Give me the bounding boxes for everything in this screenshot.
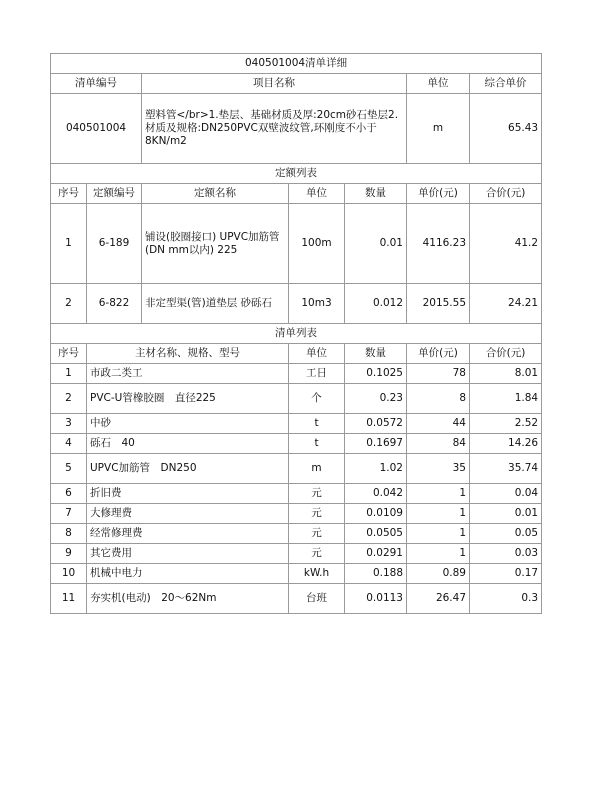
material-unit: 个 (289, 384, 345, 414)
material-unit: t (289, 414, 345, 434)
material-total: 0.17 (470, 564, 542, 584)
material-price: 44 (407, 414, 470, 434)
quota-qty: 0.01 (345, 204, 407, 284)
table-row (51, 454, 542, 484)
material-price: 0.89 (407, 564, 470, 584)
material-total-header: 合价(元) (470, 344, 542, 364)
table-row (51, 584, 542, 614)
table-row (51, 524, 542, 544)
material-price: 8 (407, 384, 470, 414)
bill-detail-table (50, 53, 542, 614)
quota-name-header: 定额名称 (142, 184, 289, 204)
material-total: 0.01 (470, 504, 542, 524)
material-name-header: 主材名称、规格、型号 (87, 344, 289, 364)
material-qty: 0.0572 (345, 414, 407, 434)
material-price-header: 单价(元) (407, 344, 470, 364)
material-total: 0.04 (470, 484, 542, 504)
material-unit: 元 (289, 544, 345, 564)
material-price: 1 (407, 484, 470, 504)
material-total: 0.05 (470, 524, 542, 544)
material-price: 1 (407, 504, 470, 524)
material-unit: 工日 (289, 364, 345, 384)
table-row (51, 284, 542, 324)
material-seq: 5 (51, 454, 87, 484)
material-price: 78 (407, 364, 470, 384)
bill-unit: m (407, 94, 470, 164)
material-name: 夯实机(电动) 20～62Nm (87, 584, 289, 614)
bill-price: 65.43 (470, 94, 542, 164)
table-row (51, 384, 542, 414)
table-row (51, 434, 542, 454)
quota-unit: 10m3 (289, 284, 345, 324)
quota-total: 24.21 (470, 284, 542, 324)
quota-code: 6-189 (87, 204, 142, 284)
material-seq: 11 (51, 584, 87, 614)
material-seq: 1 (51, 364, 87, 384)
quota-unit-header: 单位 (289, 184, 345, 204)
bill-code: 040501004 (51, 94, 142, 164)
material-total: 2.52 (470, 414, 542, 434)
material-unit: kW.h (289, 564, 345, 584)
quota-name: 非定型渠(管)道垫层 砂砾石 (142, 284, 289, 324)
quota-seq: 2 (51, 284, 87, 324)
bill-price-header: 综合单价 (470, 74, 542, 94)
material-name: 经常修理费 (87, 524, 289, 544)
material-section-title: 清单列表 (51, 324, 542, 344)
table-row (51, 564, 542, 584)
material-price: 1 (407, 544, 470, 564)
material-unit: 元 (289, 524, 345, 544)
material-name: 其它费用 (87, 544, 289, 564)
material-total: 8.01 (470, 364, 542, 384)
material-qty: 0.23 (345, 384, 407, 414)
material-qty: 0.042 (345, 484, 407, 504)
material-seq: 2 (51, 384, 87, 414)
material-price: 26.47 (407, 584, 470, 614)
material-unit: 元 (289, 504, 345, 524)
material-name: 机械中电力 (87, 564, 289, 584)
material-total: 14.26 (470, 434, 542, 454)
material-unit: 元 (289, 484, 345, 504)
material-qty: 0.0291 (345, 544, 407, 564)
material-name: 大修理费 (87, 504, 289, 524)
quota-section-title: 定额列表 (51, 164, 542, 184)
material-unit: m (289, 454, 345, 484)
table-row (51, 414, 542, 434)
material-seq: 4 (51, 434, 87, 454)
material-name: UPVC加筋管 DN250 (87, 454, 289, 484)
table-row (51, 544, 542, 564)
material-name: 折旧费 (87, 484, 289, 504)
quota-qty-header: 数量 (345, 184, 407, 204)
material-qty: 1.02 (345, 454, 407, 484)
material-total: 0.03 (470, 544, 542, 564)
quota-header-row (51, 184, 542, 204)
material-total: 35.74 (470, 454, 542, 484)
material-seq: 10 (51, 564, 87, 584)
material-seq: 3 (51, 414, 87, 434)
bill-header-row (51, 74, 542, 94)
material-name: 砾石 40 (87, 434, 289, 454)
material-unit-header: 单位 (289, 344, 345, 364)
material-seq-header: 序号 (51, 344, 87, 364)
table-row (51, 484, 542, 504)
quota-seq: 1 (51, 204, 87, 284)
material-name: PVC-U管橡胶圈 直径225 (87, 384, 289, 414)
material-price: 1 (407, 524, 470, 544)
material-price: 84 (407, 434, 470, 454)
quota-price-header: 单价(元) (407, 184, 470, 204)
quota-qty: 0.012 (345, 284, 407, 324)
bill-name-header: 项目名称 (142, 74, 407, 94)
table-row (51, 204, 542, 284)
bill-code-header: 清单编号 (51, 74, 142, 94)
material-qty: 0.1697 (345, 434, 407, 454)
material-total: 0.3 (470, 584, 542, 614)
material-name: 中砂 (87, 414, 289, 434)
quota-total-header: 合价(元) (470, 184, 542, 204)
quota-name: 铺设(胶圈接口) UPVC加筋管(DN mm以内) 225 (142, 204, 289, 284)
material-price: 35 (407, 454, 470, 484)
bill-name: 塑料管</br>1.垫层、基础材质及厚:20cm砂石垫层2.材质及规格:DN250PVC双壁波纹管,环刚度不小于8KN/m2 (142, 94, 407, 164)
material-seq: 9 (51, 544, 87, 564)
quota-seq-header: 序号 (51, 184, 87, 204)
quota-code: 6-822 (87, 284, 142, 324)
table-row (51, 364, 542, 384)
quota-unit: 100m (289, 204, 345, 284)
table-title: 040501004清单详细 (51, 54, 542, 74)
material-qty-header: 数量 (345, 344, 407, 364)
material-total: 1.84 (470, 384, 542, 414)
material-unit: t (289, 434, 345, 454)
quota-price: 2015.55 (407, 284, 470, 324)
material-qty: 0.0109 (345, 504, 407, 524)
material-qty: 0.0113 (345, 584, 407, 614)
material-header-row (51, 344, 542, 364)
table-row (51, 504, 542, 524)
quota-total: 41.2 (470, 204, 542, 284)
quota-code-header: 定额编号 (87, 184, 142, 204)
material-seq: 7 (51, 504, 87, 524)
bill-unit-header: 单位 (407, 74, 470, 94)
material-seq: 6 (51, 484, 87, 504)
material-qty: 0.1025 (345, 364, 407, 384)
bill-row (51, 94, 542, 164)
quota-price: 4116.23 (407, 204, 470, 284)
material-seq: 8 (51, 524, 87, 544)
material-name: 市政二类工 (87, 364, 289, 384)
material-qty: 0.188 (345, 564, 407, 584)
material-qty: 0.0505 (345, 524, 407, 544)
material-unit: 台班 (289, 584, 345, 614)
